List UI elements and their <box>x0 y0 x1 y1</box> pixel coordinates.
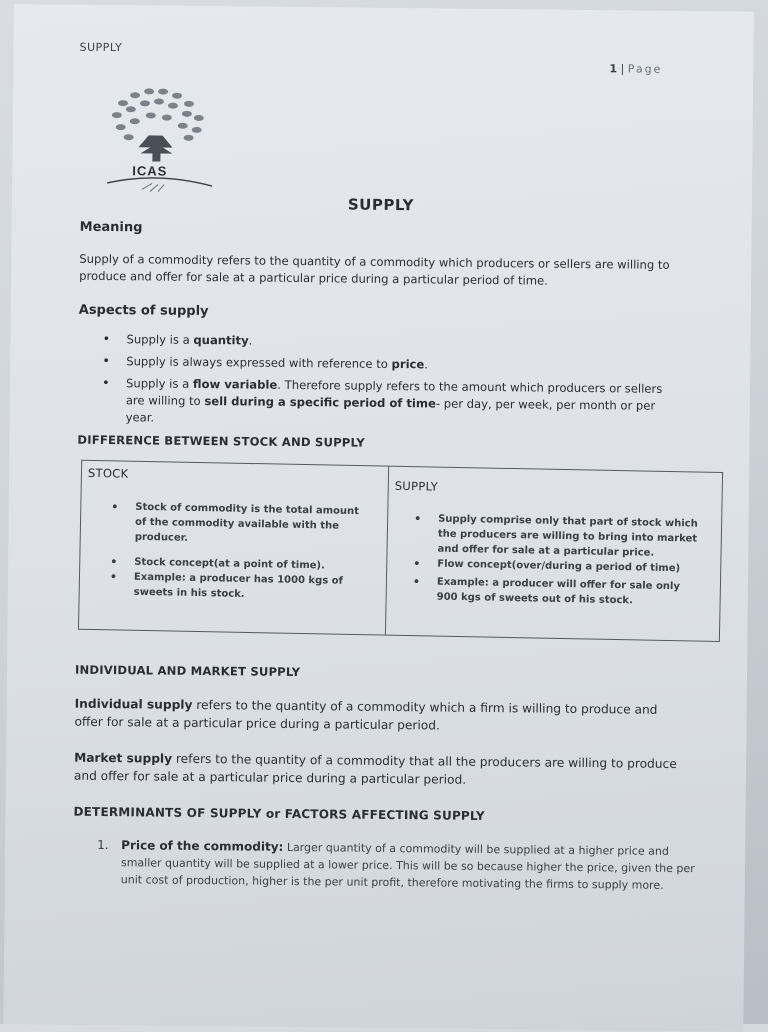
aspect-bold: sell during a specific period of time <box>204 394 436 411</box>
document-page <box>3 4 754 1032</box>
aspect-text: . <box>424 357 429 372</box>
stock-item: • Stock of commodity is the total amount of the commodity available with the producer. <box>111 499 372 549</box>
meaning-heading: Meaning <box>79 219 143 236</box>
supply-item: • Flow concept(over/during a period of time) <box>413 556 703 577</box>
individual-market-heading: INDIVIDUAL AND MARKET SUPPLY <box>74 662 301 680</box>
determinants-list <box>97 837 698 894</box>
determinant-item <box>97 837 698 894</box>
stock-column-header: STOCK <box>87 465 129 481</box>
determinant-number: 1. <box>97 837 109 853</box>
page-number-value: 1 <box>609 62 618 76</box>
logo-text: ICAS <box>132 163 168 179</box>
aspects-heading: Aspects of supply <box>78 302 209 320</box>
page-separator: | <box>620 62 625 76</box>
stock-supply-table <box>78 460 723 642</box>
supply-column-header: SUPPLY <box>394 478 439 494</box>
aspect-item <box>102 375 683 432</box>
supply-item: • Supply comprise only that part of stock which the producers are willing to bring into market and offer for sale at a particular price. <box>413 511 704 562</box>
aspects-list <box>102 331 683 437</box>
aspect-bold: price <box>391 356 425 372</box>
market-supply-text <box>74 749 684 791</box>
aspect-item <box>102 331 682 354</box>
aspect-item <box>102 353 682 376</box>
aspect-bold: flow variable <box>192 376 278 392</box>
individual-supply-text <box>74 695 684 737</box>
aspect-text: Supply is always expressed with reference to <box>126 354 392 371</box>
market-supply-definition: refers to the quantity of a commodity that all the producers are willing to produce and offer for sale at a particular price during a particular period. <box>73 751 677 787</box>
individual-supply-term: Individual supply <box>74 696 193 712</box>
aspect-text: . Therefore supply refers to the amount which producers or sellers are willing to <box>125 377 663 409</box>
market-supply-term: Market supply <box>74 750 173 766</box>
supply-column <box>386 467 722 641</box>
stock-item: • Example: a producer has 1000 kgs of sweets in his stock. <box>110 569 371 604</box>
stock-list <box>110 499 372 604</box>
supply-list <box>413 511 705 610</box>
aspect-bold: quantity <box>193 332 249 348</box>
stock-column <box>79 461 389 635</box>
determinants-heading: DETERMINANTS OF SUPPLY or FACTORS AFFECTING SUPPLY <box>73 804 485 823</box>
determinant-text: Larger quantity of a commodity will be supplied at a higher price and smaller quantity will be supplied at a lower price. This will be so because higher the price, given the per unit cost of production, higher is the per unit profit, therefore motivating the firms to supply more. <box>120 840 695 892</box>
page-title: SUPPLY <box>347 195 415 215</box>
page-number <box>609 62 662 76</box>
running-header: SUPPLY <box>79 40 123 55</box>
determinant-lead: Price of the commodity: <box>121 838 284 854</box>
aspect-text: . <box>248 333 253 348</box>
aspect-text: Supply is a <box>125 376 194 391</box>
individual-supply-definition: refers to the quantity of a commodity which a firm is willing to produce and offer for sale at a particular price during a particular period. <box>74 697 658 733</box>
page-word: Page <box>627 62 663 76</box>
aspect-text: - per day, per week, per month or per year. <box>125 396 656 425</box>
difference-heading: DIFFERENCE BETWEEN STOCK AND SUPPLY <box>77 432 365 450</box>
aspect-text: Supply is a <box>126 332 194 347</box>
supply-item: • Example: a producer will offer for sale only 900 kgs of sweets out of his stock. <box>413 574 704 610</box>
stock-item: • Stock concept(at a point of time). <box>110 554 370 574</box>
meaning-text: Supply of a commodity refers to the quantity of a commodity which producers or sellers are willing to produce and offer for sale at a particular price during a particular period of time. <box>79 251 670 288</box>
